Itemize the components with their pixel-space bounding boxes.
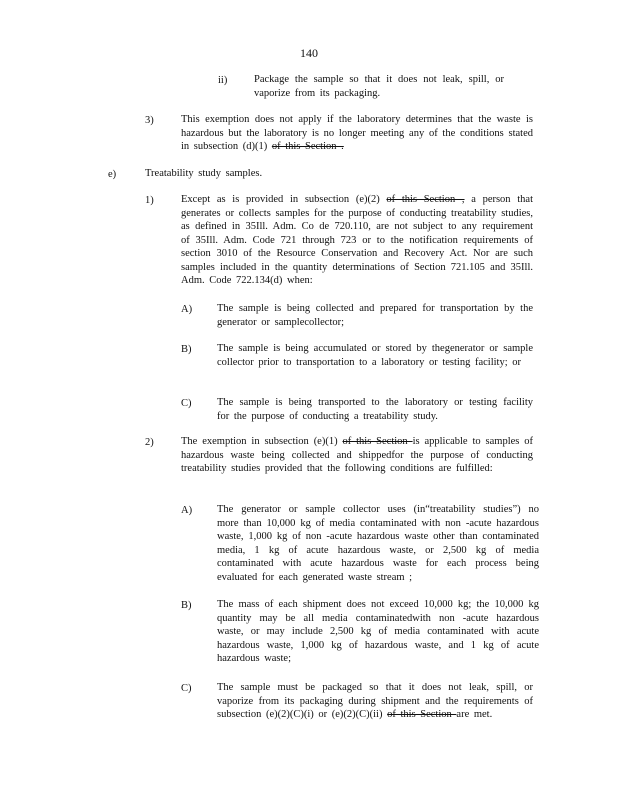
item-text-e2A: The generator or sample collector uses (in“treatability studies”) no more than 10,000 kg of media contaminated with non -acute hazardous waste, 1,000 kg of non -acute hazardous waste other than contaminated media, 1 kg of acute hazardous waste, or 2,500 kg of media contaminated with acute hazardous waste for each process being evaluated for each generated waste stream ; [217,504,539,583]
item-label-e1C: C) [181,398,192,409]
item-label-e2C: C) [181,683,192,694]
struck-text: of this Section , [386,194,465,205]
item-text-e2-rest: is applicable to samples of hazardous waste being collected and shippedfor the purpose of conducting treatability studies provided that the following conditions are fulfilled: [181,436,533,474]
item-text-3-main: This exemption does not apply if the laboratory determines that the waste is hazardous but the laboratory is no longer meeting any of the conditions stated in subsection (d)(1) [181,114,533,152]
item-text-e1-start: Except as is provided in subsection (e)(2) [181,194,387,205]
item-text-e1B: The sample is being accumulated or stored by thegenerator or sample collector prior to transportation to a laboratory or testing facility; or [217,343,533,368]
page-number: 140 [300,46,318,60]
struck-text: of this Section . [271,141,344,152]
item-label-e1B: B) [181,344,192,355]
item-text-ii: Package the sample so that it does not leak, spill, or vaporize from its packaging. [254,74,504,99]
item-text-e1C: The sample is being transported to the laboratory or testing facility for the purpose of conducting a treatability study. [217,397,533,422]
struck-text: of this Section [387,709,457,720]
item-text-e1 [181,193,533,288]
item-text-e2 [181,435,533,476]
item-text-e1-rest: a person that generates or collects samples for the purpose of conducting treatability studies, as defined in 35Ill. Adm. Co de 720.110, are not subject to any requirement of 35Ill. Adm. Code 721 through 723 or to the notification requirements of section 3010 of the Resource Conservation and Recovery Act. Nor are such samples included in the quantity determinations of Section 721.105 and 35Ill. Adm. Code 722.134(d) when: [181,194,533,286]
section-heading-e: Treatability study samples. [145,168,263,179]
item-text-e1A: The sample is being collected and prepared for transportation by the generator or samplecollector; [217,303,533,328]
item-label-3: 3) [145,115,154,126]
item-label-e1A: A) [181,304,193,315]
item-text-e2B: The mass of each shipment does not exceed 10,000 kg; the 10,000 kg quantity may be all media contaminatedwith non -acute hazardous waste, or may include 2,500 kg of media contaminated with acute hazardous waste, 1,000 kg of hazardous waste, and 1 kg of acute hazardous waste; [217,599,539,664]
item-label-e2B: B) [181,600,192,611]
item-label-ii: ii) [218,75,228,86]
item-label-e2: 2) [145,437,154,448]
item-text-e2-start: The exemption in subsection (e)(1) [181,436,343,447]
struck-text: of this Section [342,436,413,447]
item-label-e1: 1) [145,195,154,206]
item-text-e2C-rest: are met. [456,709,493,720]
item-text-e2C [217,681,533,722]
item-label-e2A: A) [181,505,193,516]
item-text-e2C-start: The sample must be packaged so that it does not leak, spill, or vaporize from its packaging during shipment and the requirements of subsection (e)(2)(C)(i) or (e)(2)(C)(ii) [217,682,533,720]
item-text-3 [181,113,533,154]
section-label-e: e) [108,169,117,180]
